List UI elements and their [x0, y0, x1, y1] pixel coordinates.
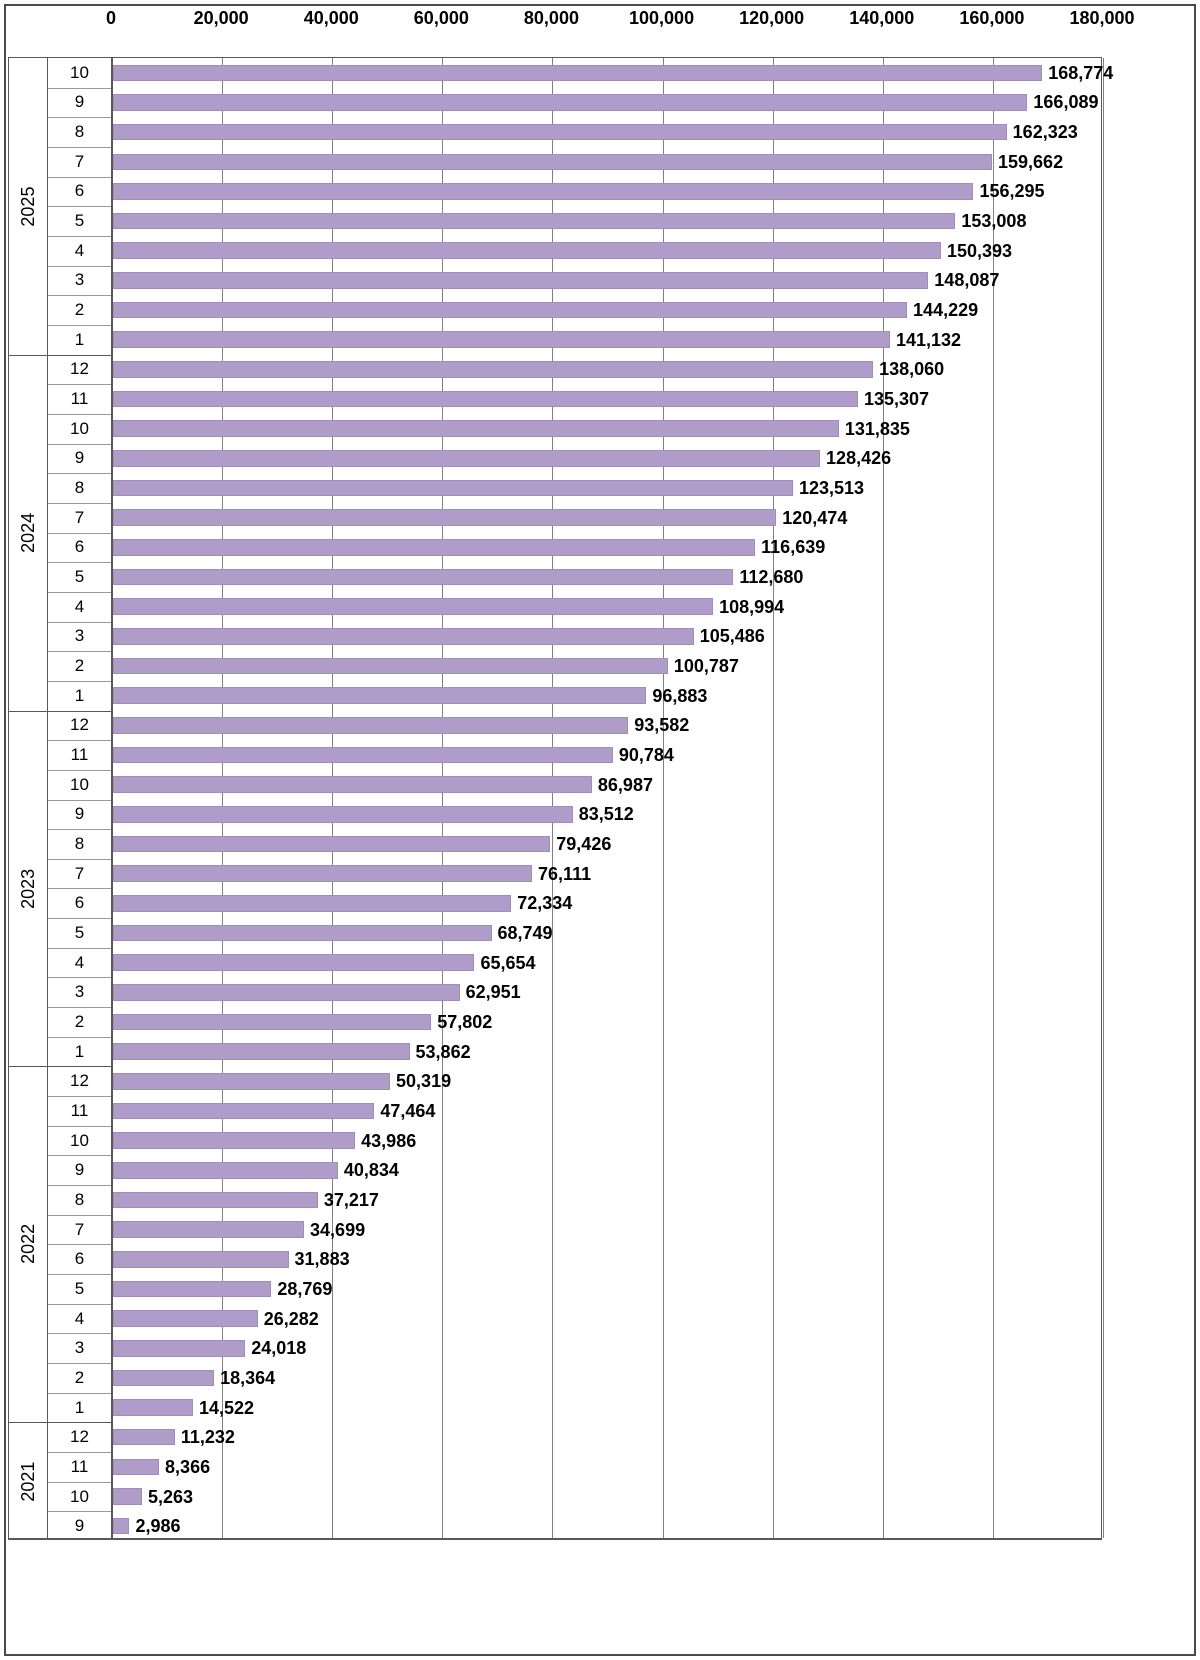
bar-value-label: 153,008 [961, 211, 1027, 232]
bar-value-label: 138,060 [879, 359, 945, 380]
month-separator [48, 1215, 111, 1216]
month-tick-label: 12 [70, 1427, 89, 1447]
month-tick-label: 7 [74, 151, 85, 171]
bar-value-label: 86,987 [597, 774, 653, 795]
bar [113, 776, 592, 793]
bar [113, 1370, 214, 1387]
month-separator [48, 1096, 111, 1097]
bar [113, 1281, 271, 1298]
month-separator [48, 1007, 111, 1008]
month-tick-label: 10 [70, 62, 89, 82]
bar [113, 1103, 374, 1120]
month-separator [48, 117, 111, 118]
month-separator [48, 1452, 111, 1453]
bar [113, 124, 1007, 141]
bar [113, 717, 628, 734]
year-tick-label: 2021 [18, 1461, 38, 1502]
bar-value-label: 108,994 [719, 596, 785, 617]
bar-value-label: 156,295 [979, 181, 1045, 202]
bar-value-label: 8,366 [165, 1456, 211, 1477]
bar-value-label: 43,986 [361, 1130, 417, 1151]
month-separator [48, 533, 111, 534]
bar-value-label: 28,769 [277, 1278, 333, 1299]
month-tick-label: 1 [74, 1041, 85, 1061]
month-tick-label: 4 [74, 952, 85, 972]
month-tick-label: 3 [74, 1338, 85, 1358]
bar-value-label: 40,834 [343, 1160, 399, 1181]
bar [113, 1073, 390, 1090]
bar [113, 1043, 410, 1060]
month-separator [48, 295, 111, 296]
bar [113, 539, 755, 556]
gridline [1103, 58, 1104, 1538]
month-tick-label: 12 [70, 715, 89, 735]
bar [113, 1251, 289, 1268]
bar-value-label: 79,426 [556, 833, 612, 854]
month-tick-label: 2 [74, 656, 85, 676]
x-axis-tick-labels [0, 8, 1200, 34]
month-tick-label: 9 [74, 92, 85, 112]
bar [113, 747, 613, 764]
month-tick-label: 11 [70, 1456, 89, 1476]
month-tick-label: 7 [74, 1219, 85, 1239]
month-tick-label: 9 [74, 1516, 85, 1536]
month-separator [48, 473, 111, 474]
year-tick-label: 2022 [18, 1224, 38, 1265]
month-separator [48, 1185, 111, 1186]
month-separator [48, 859, 111, 860]
x-tick-label: 60,000 [413, 8, 469, 28]
x-tick-label: 180,000 [1069, 8, 1135, 28]
month-separator [48, 562, 111, 563]
bar [113, 154, 992, 171]
bar-value-label: 18,364 [220, 1367, 276, 1388]
month-tick-label: 3 [74, 982, 85, 1002]
bar-value-label: 135,307 [863, 389, 930, 410]
month-tick-label: 6 [74, 893, 85, 913]
month-tick-label: 6 [74, 537, 85, 557]
bar-value-label: 150,393 [946, 240, 1013, 261]
bar [113, 1221, 304, 1238]
bar [113, 450, 820, 467]
month-separator [48, 888, 111, 889]
bar-value-label: 53,862 [415, 1041, 471, 1062]
bar [113, 1518, 129, 1535]
bar-value-label: 47,464 [380, 1100, 436, 1121]
bar-value-label: 50,319 [396, 1071, 452, 1092]
bar [113, 569, 733, 586]
bar [113, 213, 955, 230]
bar-value-label: 5,263 [147, 1486, 194, 1507]
month-separator [48, 977, 111, 978]
bar-value-label: 159,662 [998, 151, 1064, 172]
month-separator [48, 414, 111, 415]
month-separator [48, 236, 111, 237]
x-tick-label: 40,000 [303, 8, 359, 28]
month-tick-label: 1 [74, 685, 85, 705]
bar [113, 954, 474, 971]
year-tick-label: 2024 [18, 512, 38, 553]
bar-value-label: 26,282 [263, 1308, 319, 1329]
month-tick-label: 2 [74, 300, 85, 320]
month-tick-label: 11 [70, 745, 89, 764]
month-tick-label: 8 [74, 833, 85, 853]
bar-value-label: 116,639 [761, 537, 826, 558]
month-separator [48, 384, 111, 385]
month-separator [48, 1126, 111, 1127]
bar [113, 1399, 193, 1416]
bar [113, 1459, 159, 1476]
month-tick-label: 9 [74, 804, 85, 824]
month-separator [48, 1304, 111, 1305]
month-tick-label: 3 [74, 626, 85, 646]
month-tick-label: 10 [70, 1130, 89, 1150]
bar [113, 272, 928, 289]
month-tick-label: 4 [74, 596, 85, 616]
month-separator [48, 266, 111, 267]
month-separator [48, 147, 111, 148]
month-separator [48, 177, 111, 178]
bar-value-label: 65,654 [480, 952, 536, 973]
bar [113, 658, 668, 675]
bar [113, 420, 839, 437]
month-tick-label: 10 [70, 774, 89, 794]
bar-value-label: 168,774 [1048, 62, 1114, 83]
month-tick-label: 8 [74, 122, 85, 142]
month-separator [48, 444, 111, 445]
year-separator [48, 1066, 111, 1067]
month-tick-label: 5 [74, 567, 85, 587]
month-separator [48, 740, 111, 741]
bar [113, 1488, 142, 1505]
bar [113, 1162, 338, 1179]
bar [113, 1340, 245, 1357]
month-separator [48, 206, 111, 207]
year-tick-label: 2025 [18, 186, 38, 227]
year-axis [8, 57, 47, 1540]
year-separator [48, 711, 111, 712]
bar-value-label: 166,089 [1033, 92, 1099, 113]
month-separator [48, 88, 111, 89]
bar [113, 687, 646, 704]
bar [113, 361, 873, 378]
bar-value-label: 24,018 [251, 1338, 307, 1359]
bar [113, 1310, 258, 1327]
year-tick-label: 2023 [18, 868, 38, 909]
month-tick-label: 1 [74, 329, 85, 349]
month-separator [48, 1274, 111, 1275]
month-tick-label: 9 [74, 448, 85, 468]
month-tick-label: 5 [74, 211, 85, 231]
month-separator [48, 1363, 111, 1364]
month-separator [48, 918, 111, 919]
bar-value-label: 57,802 [437, 1011, 493, 1032]
month-tick-label: 11 [70, 1100, 89, 1120]
bar [113, 509, 776, 526]
bar-value-label: 2,986 [135, 1516, 181, 1537]
x-tick-label: 140,000 [849, 8, 915, 28]
bar-value-label: 112,680 [739, 567, 804, 588]
bar [113, 865, 532, 882]
bar-value-label: 62,951 [465, 982, 521, 1003]
bar [113, 391, 858, 408]
x-tick-label: 120,000 [739, 8, 805, 28]
month-tick-label: 10 [70, 418, 89, 438]
month-separator [48, 622, 111, 623]
bar [113, 183, 973, 200]
x-tick-label: 0 [105, 8, 117, 28]
month-tick-label: 2 [74, 1367, 85, 1387]
month-tick-label: 1 [74, 1397, 85, 1417]
month-separator [48, 681, 111, 682]
bar [113, 242, 941, 259]
bar-value-label: 100,787 [673, 656, 739, 677]
bar-value-label: 96,883 [652, 685, 708, 706]
month-tick-label: 4 [74, 1308, 85, 1328]
bar [113, 1014, 431, 1031]
month-separator [48, 592, 111, 593]
year-separator [48, 355, 111, 356]
bar-value-label: 144,229 [913, 300, 979, 321]
bar-value-label: 123,513 [799, 478, 865, 499]
month-tick-label: 9 [74, 1160, 85, 1180]
bar-value-label: 83,512 [578, 804, 634, 825]
bar-value-label: 68,749 [497, 922, 553, 943]
month-tick-label: 11 [70, 389, 89, 409]
month-separator [48, 1037, 111, 1038]
x-tick-label: 20,000 [193, 8, 249, 28]
bar-value-label: 105,486 [699, 626, 765, 647]
bar [113, 984, 460, 1001]
bar-value-label: 120,474 [782, 507, 848, 528]
bar [113, 806, 573, 823]
bar-value-label: 90,784 [618, 745, 674, 765]
month-separator [48, 503, 111, 504]
month-tick-label: 8 [74, 478, 85, 498]
bar [113, 65, 1042, 82]
month-tick-label: 12 [70, 1071, 89, 1091]
month-separator [48, 1511, 111, 1512]
bar [113, 1132, 355, 1149]
bar [113, 302, 907, 319]
month-tick-label: 3 [74, 270, 85, 290]
month-tick-label: 2 [74, 1011, 85, 1031]
x-tick-label: 80,000 [523, 8, 579, 28]
bar-value-label: 37,217 [323, 1189, 379, 1210]
bar-value-label: 72,334 [517, 893, 573, 914]
bar-value-label: 14,522 [198, 1397, 254, 1418]
bar [113, 331, 890, 348]
month-separator [48, 800, 111, 801]
x-tick-label: 100,000 [629, 8, 695, 28]
bar-value-label: 131,835 [844, 418, 910, 439]
month-separator [48, 770, 111, 771]
bar-value-label: 162,323 [1012, 122, 1078, 143]
bar [113, 895, 511, 912]
bar [113, 480, 793, 497]
bar-value-label: 148,087 [934, 270, 1000, 291]
bar-value-label: 31,883 [294, 1249, 350, 1270]
bar [113, 836, 550, 853]
bar [113, 598, 713, 615]
bar-value-label: 34,699 [310, 1219, 366, 1240]
month-tick-label: 10 [70, 1486, 89, 1506]
bar [113, 628, 694, 645]
plot-area [111, 57, 1114, 1540]
month-tick-label: 7 [74, 863, 85, 883]
month-separator [48, 1393, 111, 1394]
month-separator [48, 1244, 111, 1245]
bar [113, 1429, 175, 1446]
bar-value-label: 93,582 [634, 715, 690, 736]
month-tick-label: 6 [74, 1249, 85, 1269]
month-tick-label: 5 [74, 1278, 85, 1298]
bar [113, 1192, 318, 1209]
month-tick-label: 12 [70, 359, 89, 379]
month-tick-label: 5 [74, 922, 85, 942]
month-tick-label: 7 [74, 507, 85, 527]
bar [113, 94, 1027, 111]
month-separator [48, 325, 111, 326]
month-separator [48, 829, 111, 830]
month-separator [48, 651, 111, 652]
x-tick-label: 160,000 [959, 8, 1025, 28]
bar-value-label: 128,426 [826, 448, 892, 469]
year-separator [48, 1422, 111, 1423]
month-axis [47, 57, 111, 1540]
month-tick-label: 6 [74, 181, 85, 201]
bar [113, 925, 492, 942]
month-tick-label: 4 [74, 240, 85, 260]
bar-value-label: 141,132 [896, 329, 962, 350]
month-separator [48, 1482, 111, 1483]
bar-value-label: 76,111 [538, 863, 592, 884]
month-tick-label: 8 [74, 1189, 85, 1209]
month-separator [48, 1333, 111, 1334]
month-separator [48, 948, 111, 949]
bar-value-label: 11,232 [180, 1427, 235, 1448]
month-separator [48, 1155, 111, 1156]
